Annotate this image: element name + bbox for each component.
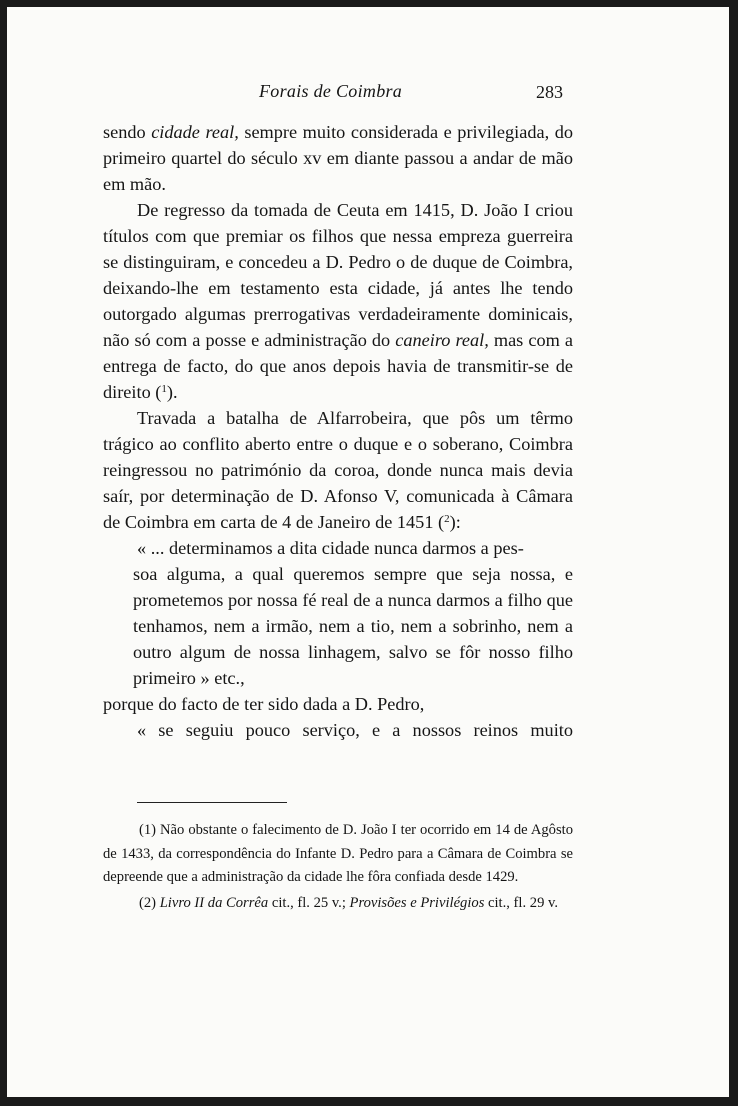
running-title: Forais de Coimbra [259, 81, 403, 101]
text-run: sendo [103, 122, 152, 142]
text-run: sempre muito considerada e privilegiada, do primeiro quartel do século xv em diante passou a andar de mão em mão. [103, 122, 573, 194]
footnote-mark: (1) [139, 822, 157, 838]
body-text [103, 119, 573, 743]
text-run: Travada a batalha de Alfarrobeira, que pôs um têrmo trágico ao conflito aberto entre o duque e o soberano, Coimbra reingressou no património da coroa, donde nunca mais devia saír, por determinação de D. Afonso V, comunicada à Câmara de Coimbra em carta de 4 de Janeiro de 1451 ( [103, 408, 573, 532]
paragraph-3 [103, 405, 573, 535]
italic-phrase: caneiro real, [395, 330, 489, 350]
footnote-text: cit., fl. 25 v.; [268, 894, 350, 911]
italic-title: Provisões e Privilégios [349, 894, 485, 911]
footnote-divider [137, 802, 287, 803]
quote-1-first-line: « ... determinamos a dita cidade nunca darmos a pes- [137, 538, 524, 558]
paragraph-2 [103, 197, 573, 405]
italic-title: Livro II da Corrêa [159, 894, 269, 911]
text-run: De regresso da tomada de Ceuta em 1415, D. João I criou títulos com que premiar os filhos que nessa empreza guerreira se distinguiram, e concedeu a D. Pedro o de duque de Coimbra, deixando-lhe em testamento esta cidade, já antes lhe tendo outorgado algumas prerrogativas verdadeiramente dominicais, não só com a posse e administração do [103, 200, 573, 350]
footnote-text: Não obstante o falecimento de D. João I ter ocorrido em 14 de Agôsto de 1433, da correspondência do Infante D. Pedro para a Câmara de Coimbra se depreende que a administração da cidade lhe fôra confiada desde 1429. [103, 822, 573, 885]
footnote-mark: (2) [139, 894, 157, 911]
book-page [7, 7, 729, 1097]
quote-1-body: soa alguma, a qual queremos sempre que seja nossa, e prometemos por nossa fé real de a nunca darmos a filho que tenhamos, nem a irmão, nem a tio, nem a sobrinho, nem a outro algum de nossa linhagem, salvo se fôr nosso filho primeiro » etc., [133, 564, 573, 688]
text-run: ). [166, 382, 178, 402]
footnote-text: cit., fl. 29 v. [484, 894, 559, 911]
paragraph-1 [103, 119, 573, 197]
text-run: ): [449, 512, 461, 532]
page-number: 283 [536, 82, 563, 102]
footnote-1 [103, 819, 573, 890]
running-header [7, 81, 729, 105]
italic-phrase: cidade real, [151, 122, 239, 142]
quote-2-first-line: « se seguiu pouco serviço, e a nossos reinos muito [137, 720, 573, 740]
footnotes [103, 819, 573, 917]
footnote-2 [103, 892, 573, 916]
continuation-line: porque do facto de ter sido dada a D. Pedro, [103, 694, 425, 714]
footnote-ref: 1 [161, 383, 167, 395]
footnote-ref: 2 [444, 513, 450, 525]
text-run: mas com a entrega de facto, do que anos depois havia de transmitir-se de direito ( [103, 330, 573, 402]
